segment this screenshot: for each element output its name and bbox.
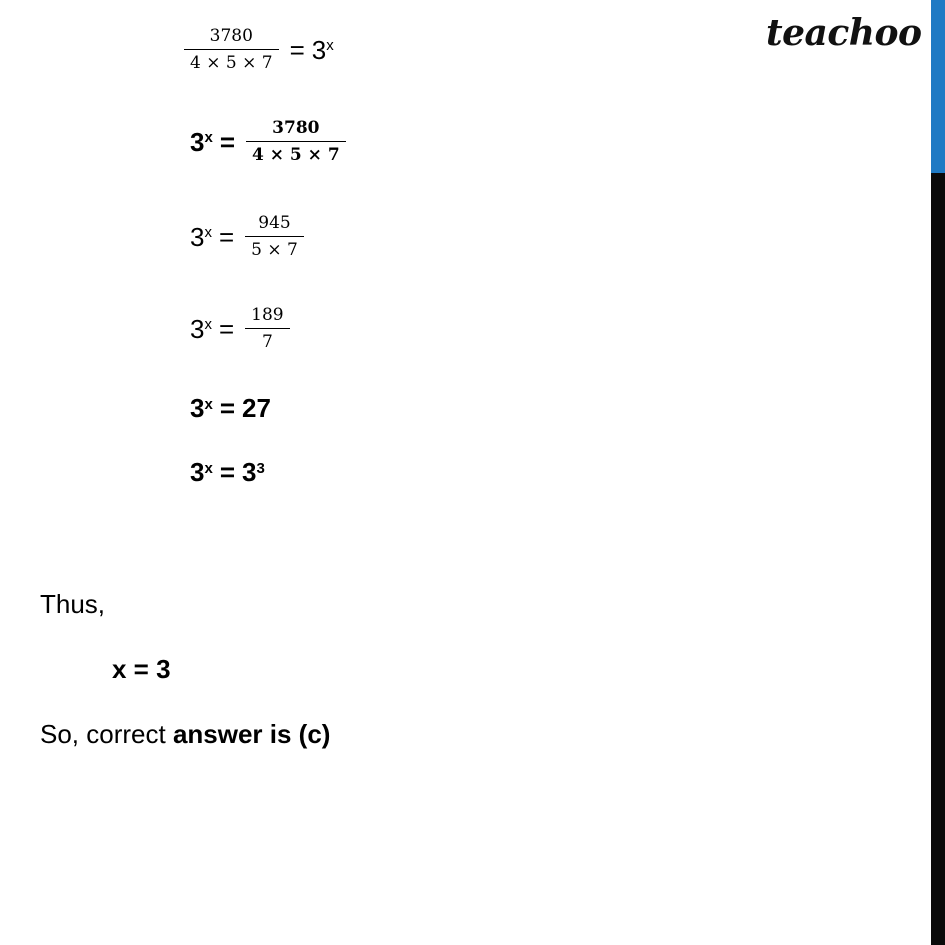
fraction-denominator: 5 × 7 — [251, 240, 298, 260]
equals-sign: = — [289, 34, 305, 65]
answer-prefix: So, correct — [40, 719, 173, 749]
power-base: 3 — [190, 457, 205, 487]
fraction — [245, 215, 304, 259]
equals-sign: = — [219, 126, 235, 157]
teachoo-logo: teachoo — [766, 12, 922, 54]
power-base: 3 — [190, 221, 205, 252]
fraction — [246, 120, 346, 164]
result-equation: x = 3 — [112, 654, 171, 684]
power-base: 3 — [190, 126, 205, 157]
fraction-numerator: 3780 — [209, 26, 253, 46]
fraction-denominator: 4 × 5 × 7 — [252, 145, 340, 165]
fraction — [184, 28, 279, 72]
answer-line — [40, 719, 330, 750]
equation-step-1: $\frac{3780}{4 \times 5 \times 7}$ = 3 $^x$ — [180, 28, 334, 72]
fraction-numerator: 189 — [251, 305, 284, 325]
fraction-denominator: 7 — [261, 332, 273, 352]
equals-sign: = — [218, 313, 235, 344]
equation-step-4: 3 $^x$ = $\frac{189}{7}$ — [190, 307, 294, 351]
equals-sign: = — [219, 393, 235, 423]
equals-sign: = — [218, 221, 235, 252]
equals-sign: = — [219, 457, 235, 487]
equation-step-5: 3 $^x$ = 27 — [190, 393, 271, 423]
equation-step-6: 3 $^x$ = 3 $^3$ — [190, 457, 265, 487]
rhs-power-base: 3 — [242, 457, 257, 487]
power-base: 3 — [311, 34, 327, 65]
answer-choice: answer is (c) — [172, 719, 331, 749]
right-sidebar — [931, 0, 945, 945]
equation-step-3: 3 $^x$ = $\frac{945}{5 \times 7}$ — [190, 215, 308, 259]
sidebar-accent — [931, 0, 945, 173]
power-base: 3 — [190, 313, 205, 344]
fraction-denominator: 4 × 5 × 7 — [190, 53, 273, 73]
fraction — [245, 307, 289, 351]
thus-label: Thus, — [40, 589, 106, 619]
equation-rhs: 27 — [242, 393, 271, 423]
fraction-numerator: 3780 — [272, 118, 320, 138]
power-base: 3 — [190, 393, 205, 423]
fraction-numerator: 945 — [258, 213, 291, 233]
equation-step-2: 3 $^x$ = $\frac{3780}{4 \times 5 \times 7}$ — [190, 120, 350, 164]
